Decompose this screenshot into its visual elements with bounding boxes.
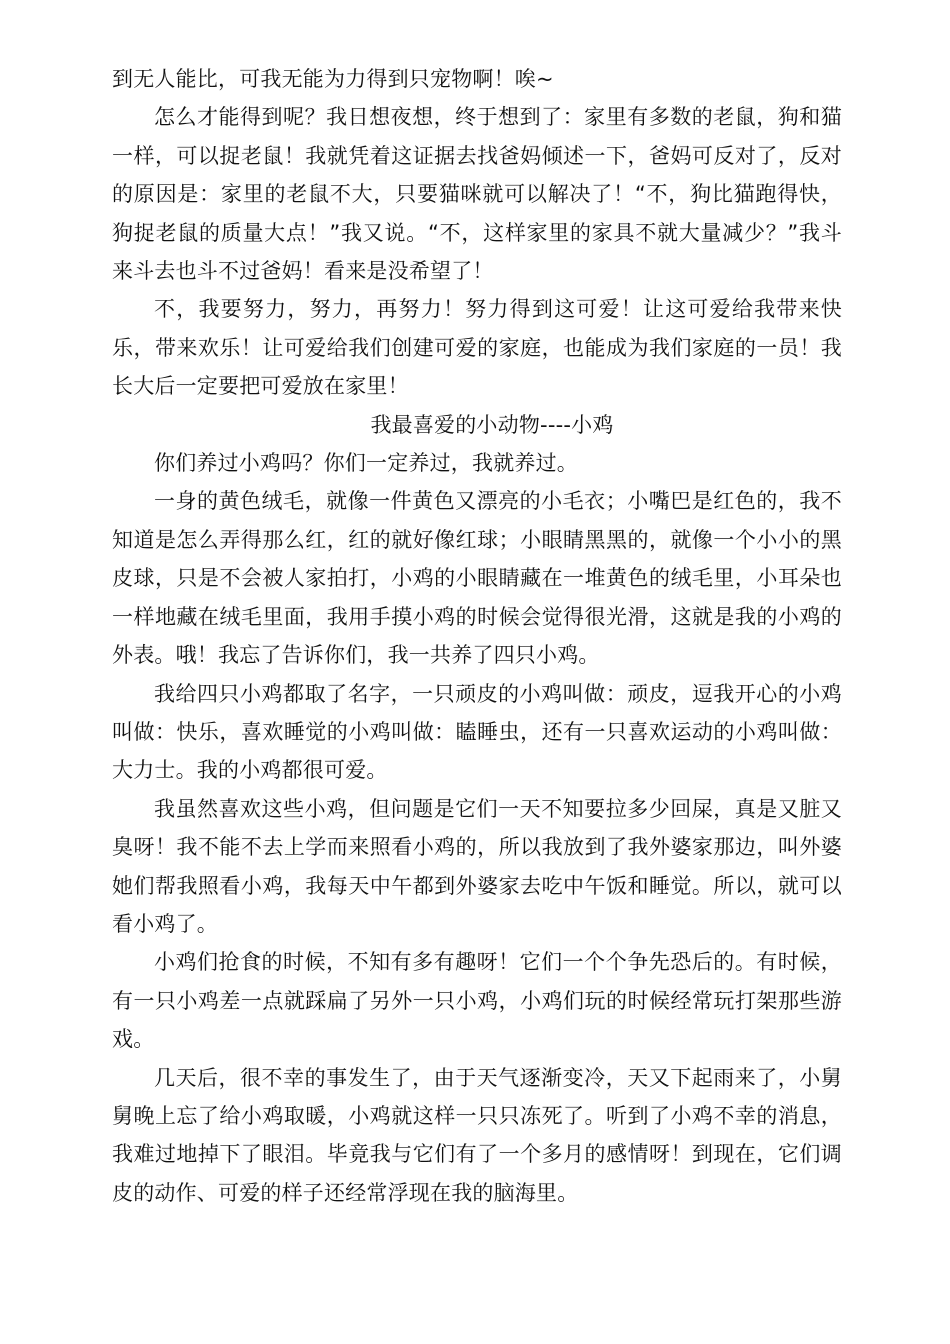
paragraph: 我虽然喜欢这些小鸡，但问题是它们一天不知要拉多少回屎，真是又脏又臭呀！我不能不去上学而来照看小鸡的，所以我放到了我外婆家那边，叫外婆她们帮我照看小鸡，我每天中午都到外婆家去吃中午饭和睡觉。所以，就可以看小鸡了。: [112, 796, 842, 936]
document-page: [112, 60, 842, 1212]
paragraph: 不，我要努力，努力，再努力！努力得到这可爱！让这可爱给我带来快乐，带来欢乐！让可爱给我们创建可爱的家庭，也能成为我们家庭的一员！我长大后一定要把可爱放在家里！: [112, 297, 842, 399]
paragraph: 你们养过小鸡吗？你们一定养过，我就养过。: [154, 451, 578, 476]
paragraph-continuation: 到无人能比，可我无能为力得到只宠物啊！唉~: [112, 67, 554, 91]
paragraph: 一身的黄色绒毛，就像一件黄色又漂亮的小毛衣；小嘴巴是红色的，我不知道是怎么弄得那么红，红的就好像红球；小眼睛黑黑的，就像一个小小的黑皮球，只是不会被人家拍打，小鸡的小眼睛藏在一堆黄色的绒毛里，小耳朵也一样地藏在绒毛里面，我用手摸小鸡的时候会觉得很光滑，这就是我的小鸡的外表。哦！我忘了告诉你们，我一共养了四只小鸡。: [112, 489, 842, 668]
paragraph: 几天后，很不幸的事发生了，由于天气逐渐变冷，天又下起雨来了，小舅舅晚上忘了给小鸡取暖，小鸡就这样一只只冻死了。听到了小鸡不幸的消息，我难过地掉下了眼泪。毕竟我与它们有了一个多月的感情呀！到现在，它们调皮的动作、可爱的样子还经常浮现在我的脑海里。: [112, 1065, 842, 1205]
paragraph: 怎么才能得到呢？我日想夜想，终于想到了：家里有多数的老鼠，狗和猫一样，可以捉老鼠！我就凭着这证据去找爸妈倾述一下，爸妈可反对了，反对的原因是：家里的老鼠不大，只要猫咪就可以解决了！“不，狗比猫跑得快，狗捉老鼠的质量大点！”我又说。“不，这样家里的家具不就大量减少？”我斗来斗去也斗不过爸妈！看来是没希望了！: [112, 105, 842, 284]
paragraph: 小鸡们抢食的时候，不知有多有趣呀！它们一个个争先恐后的。有时候，有一只小鸡差一点就踩扁了另外一只小鸡，小鸡们玩的时候经常玩打架那些游戏。: [112, 950, 842, 1052]
paragraph: 我给四只小鸡都取了名字，一只顽皮的小鸡叫做：顽皮，逗我开心的小鸡叫做：快乐，喜欢睡觉的小鸡叫做：瞌睡虫，还有一只喜欢运动的小鸡叫做：大力士。我的小鸡都很可爱。: [112, 681, 842, 783]
essay-title: 我最喜爱的小动物----小鸡: [370, 412, 614, 437]
